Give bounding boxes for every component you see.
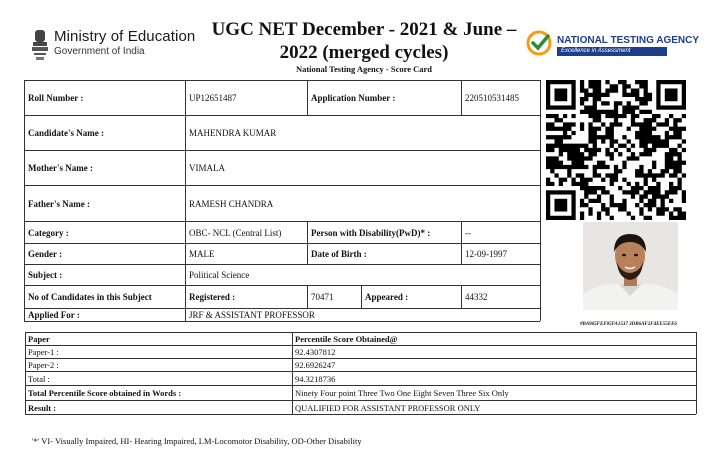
percentile-header: Percentile Score Obtained@: [295, 333, 398, 344]
page-title: [200, 18, 528, 64]
pwd-value: --: [465, 227, 471, 238]
candidate-photo: [583, 222, 678, 310]
candidates-count-label: No of Candidates in this Subject: [28, 292, 152, 302]
score-row-value: 94.3218736: [295, 373, 336, 384]
score-row-label: Paper-1 :: [28, 346, 59, 357]
national-emblem-icon: [30, 28, 50, 62]
score-words-label: Total Percentile Score obtained in Words :: [28, 387, 182, 398]
nta-logo-icon: [526, 30, 552, 56]
subject-value: Political Science: [189, 270, 250, 280]
registered-value: 70471: [311, 292, 334, 302]
nta-name: NATIONAL TESTING AGENCY: [557, 35, 700, 46]
ministry-name: Ministry of Education: [54, 28, 196, 45]
candidate-name-label: Candidate's Name :: [28, 128, 104, 138]
mother-name-label: Mother's Name :: [28, 163, 93, 173]
appeared-value: 44332: [465, 292, 488, 302]
qr-code: [546, 80, 686, 220]
title-line-2: 2022 (merged cycles): [279, 42, 449, 63]
father-name-value: RAMESH CHANDRA: [189, 198, 274, 209]
verification-hash: #BA965FEF05FA1537 3DB6AF2F4EE55EE6: [580, 322, 677, 327]
pwd-footnote: '*' VI- Visually Impaired, HI- Hearing Impaired, LM-Locomotor Disability, OD-Other Disability: [32, 436, 362, 446]
nta-tagline: Excellence in Assessment: [557, 47, 667, 56]
roll-number-value: UP12651487: [189, 93, 237, 103]
appeared-label: Appeared :: [365, 292, 409, 302]
father-name-label: Father's Name :: [28, 198, 90, 209]
score-row-value: 92.4307812: [295, 346, 336, 357]
paper-header: Paper: [28, 333, 50, 344]
pwd-label: Person with Disability(PwD)* :: [311, 227, 431, 238]
title-line-1: UGC NET December - 2021 & June –: [211, 19, 517, 40]
result-label: Result :: [28, 402, 57, 413]
application-number-label: Application Number :: [311, 93, 396, 103]
roll-number-label: Roll Number :: [28, 93, 84, 103]
mother-name-value: VIMALA: [189, 163, 225, 173]
applied-for-value: JRF & ASSISTANT PROFESSOR: [189, 310, 315, 320]
dob-value: 12-09-1997: [465, 249, 507, 259]
registered-label: Registered :: [189, 292, 236, 302]
page-subtitle: National Testing Agency - Score Card: [295, 64, 433, 74]
dob-label: Date of Birth :: [311, 249, 367, 259]
category-value: OBC- NCL (Central List): [189, 227, 282, 238]
score-words-value: Ninety Four point Three Two One Eight Seven Three Six Only: [295, 387, 509, 398]
result-value: QUALIFIED FOR ASSISTANT PROFESSOR ONLY: [295, 402, 481, 413]
score-row-value: 92.6926247: [295, 359, 336, 370]
gender-value: MALE: [189, 249, 215, 259]
subject-label: Subject :: [28, 270, 63, 280]
score-row-label: Paper-2 :: [28, 359, 59, 370]
government-name: Government of India: [54, 46, 145, 57]
applied-for-label: Applied For :: [28, 310, 80, 320]
application-number-value: 220510531485: [465, 93, 519, 103]
category-label: Category :: [28, 227, 69, 238]
score-row-label: Total :: [28, 373, 50, 384]
candidate-name-value: MAHENDRA KUMAR: [189, 128, 277, 138]
gender-label: Gender :: [28, 249, 63, 259]
